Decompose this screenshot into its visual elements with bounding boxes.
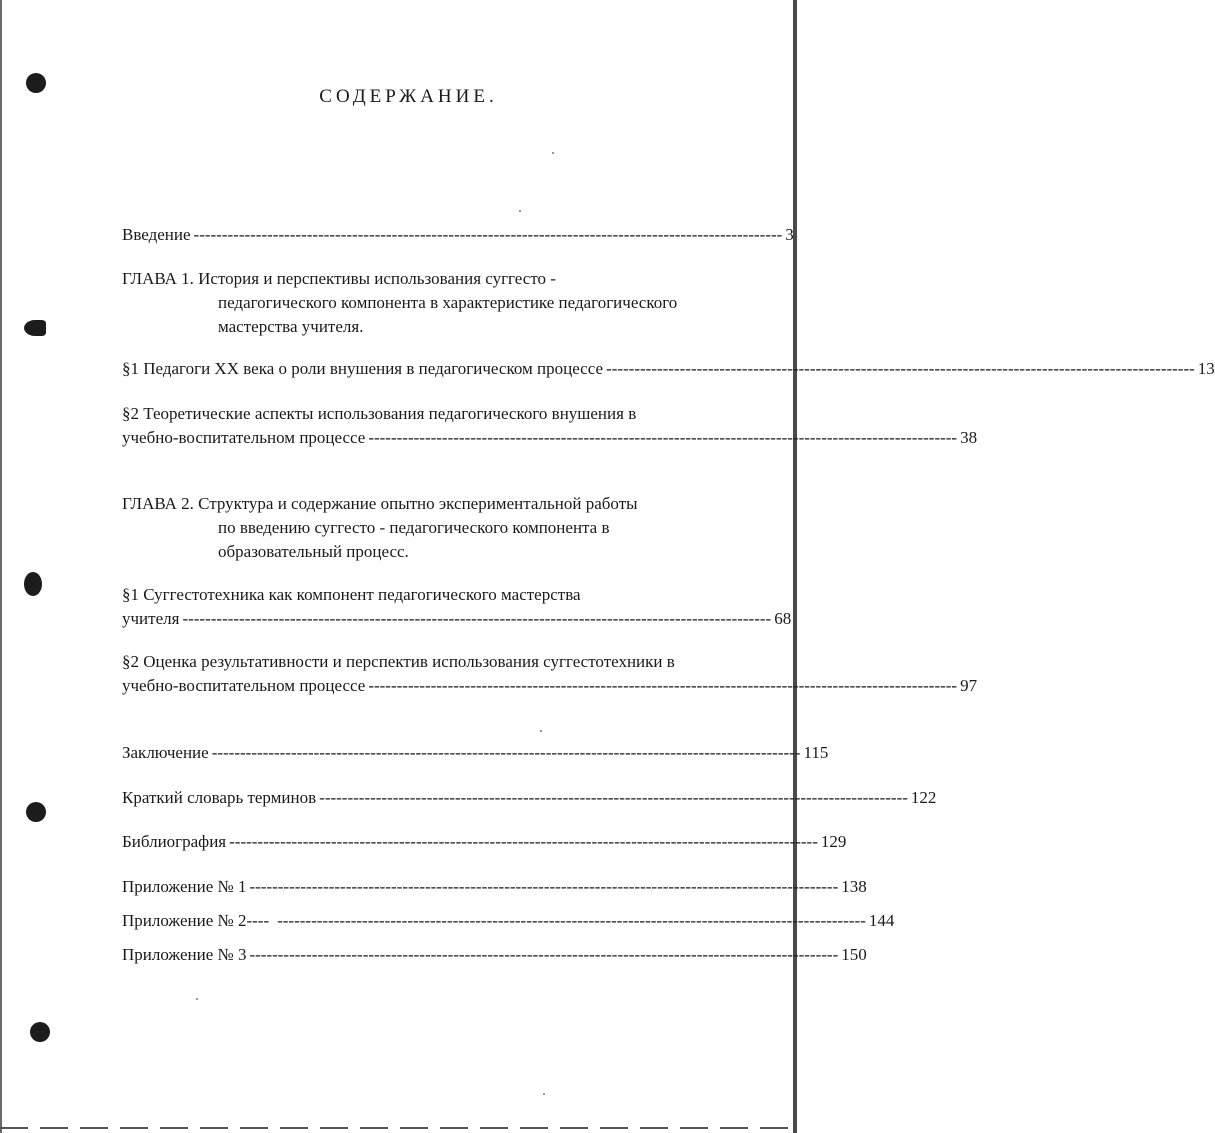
punch-hole-mark [24, 320, 46, 336]
toc-entry-label: учителя [122, 609, 180, 628]
punch-hole-mark [24, 572, 42, 596]
punch-hole-mark [26, 802, 46, 822]
toc-entry-label: Приложение № 1 [122, 877, 247, 896]
toc-page-number: 138 [841, 877, 867, 896]
scan-speck [540, 730, 542, 732]
dot-leader: -------------------------------------------------------------------------------------------------------- [249, 945, 839, 964]
toc-page-number: 97 [960, 676, 978, 695]
toc-entry-appendix-3 [122, 943, 867, 967]
toc-entry-ch1-s1 [122, 357, 1215, 381]
toc-entry-label-line: §2 Оценка результативности и перспектив использования суггестотехники в [122, 652, 675, 671]
dot-leader: -------------------------------------------------------------------------------------------------------- [249, 877, 839, 896]
chapter-heading-line: по введению суггесто - педагогического компонента в [218, 518, 610, 537]
toc-entry-label: Краткий словарь терминов [122, 788, 317, 807]
page-title: СОДЕРЖАНИЕ. [319, 86, 498, 107]
scan-speck [543, 1093, 545, 1095]
dot-leader: -------------------------------------------------------------------------------------------------------- [229, 832, 818, 851]
toc-entry-ch2-s2 [122, 650, 978, 698]
punch-hole-mark [30, 1022, 50, 1042]
scan-edge-left [0, 0, 2, 1133]
toc-entry-conclusion [122, 741, 829, 765]
chapter-heading-line: педагогического компонента в характеристике педагогического [218, 293, 678, 312]
toc-page-number: 144 [868, 911, 895, 930]
toc-entry-label-line: §2 Теоретические аспекты использования педагогического внушения в [122, 404, 637, 423]
toc-entry-label: учебно-воспитательном процессе [122, 428, 366, 447]
toc-entry-label: Заключение [122, 743, 209, 762]
toc-page-number: 13 [1197, 359, 1215, 378]
scan-speck [519, 210, 521, 212]
toc-chapter-2 [122, 492, 742, 564]
toc-page-number: 150 [841, 945, 867, 964]
dot-leader: -------------------------------------------------------------------------------------------------------- [182, 609, 772, 628]
dot-leader: -------------------------------------------------------------------------------------------------------- [193, 225, 783, 244]
dot-leader: -------------------------------------------------------------------------------------------------------- [606, 359, 1195, 378]
toc-page-number: 38 [960, 428, 978, 447]
toc-entry-label: Библиография [122, 832, 227, 851]
chapter-heading-line: ГЛАВА 2. Структура и содержание опытно экспериментальной работы [122, 494, 638, 513]
toc-entry-label: учебно-воспитательном процессе [122, 676, 366, 695]
toc-entry-glossary [122, 786, 937, 810]
toc-entry-appendix-1 [122, 875, 867, 899]
toc-entry-bibliography [122, 830, 847, 854]
toc-entry-label: Введение [122, 225, 191, 244]
toc-entry-label-line: §1 Суггестотехника как компонент педагогического мастерства [122, 585, 581, 604]
toc-page-number: 3 [785, 225, 794, 244]
dot-leader: -------------------------------------------------------------------------------------------------------- [277, 911, 866, 930]
toc-page-number: 68 [774, 609, 792, 628]
chapter-heading-line: мастерства учителя. [218, 317, 364, 336]
toc-entry-appendix-2 [122, 909, 895, 933]
scan-speck [196, 998, 198, 1000]
chapter-heading-line: образовательный процесс. [218, 542, 409, 561]
dot-leader: -------------------------------------------------------------------------------------------------------- [368, 676, 958, 695]
toc-page-number: 129 [820, 832, 847, 851]
scan-speck [552, 152, 554, 154]
toc-entry-ch1-s2 [122, 402, 978, 450]
toc-entry-label: Приложение № 2---- [122, 911, 270, 930]
toc-chapter-1 [122, 267, 742, 339]
toc-entry-intro [122, 223, 794, 247]
toc-entry-label: Приложение № 3 [122, 945, 247, 964]
toc-entry-ch2-s1 [122, 583, 792, 631]
scan-edge-bottom [0, 1127, 797, 1129]
dot-leader: -------------------------------------------------------------------------------------------------------- [211, 743, 801, 762]
dot-leader: -------------------------------------------------------------------------------------------------------- [368, 428, 958, 447]
dot-leader: -------------------------------------------------------------------------------------------------------- [319, 788, 908, 807]
toc-page-number: 115 [803, 743, 829, 762]
chapter-heading-line: ГЛАВА 1. История и перспективы использования суггесто - [122, 269, 556, 288]
toc-page-number: 122 [910, 788, 937, 807]
toc-entry-label: §1 Педагоги XX века о роли внушения в педагогическом процессе [122, 359, 604, 378]
